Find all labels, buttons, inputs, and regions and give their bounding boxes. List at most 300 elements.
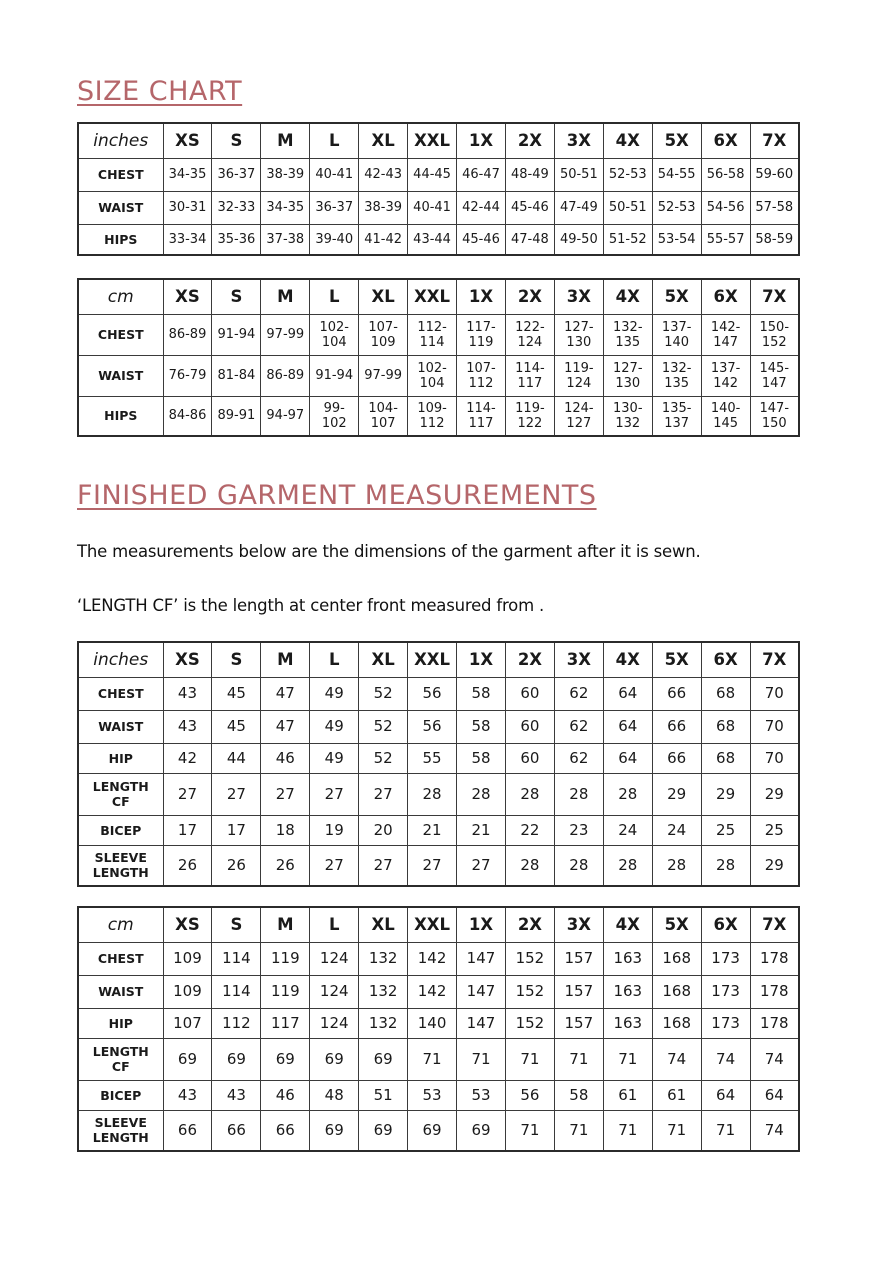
cell-value: 109 <box>163 942 212 975</box>
table-row <box>78 1110 799 1151</box>
table-row <box>78 1008 799 1038</box>
cell-value: 168 <box>652 1008 701 1038</box>
cell-value: 69 <box>212 1038 261 1080</box>
cell-value: 52 <box>359 677 408 710</box>
cell-value: 51-52 <box>603 224 652 255</box>
cell-value: 36-37 <box>310 191 359 224</box>
size-header-7x: 7X <box>750 907 799 942</box>
cell-value: 69 <box>261 1038 310 1080</box>
cell-value: 178 <box>750 975 799 1008</box>
cell-value: 48 <box>310 1080 359 1110</box>
cell-value: 152 <box>505 1008 554 1038</box>
cell-value: 147 <box>457 975 506 1008</box>
size-header-xxl: XXL <box>408 279 457 314</box>
cell-value: 64 <box>603 677 652 710</box>
cell-value: 71 <box>554 1038 603 1080</box>
table-row <box>78 314 799 355</box>
size-header-1x: 1X <box>457 123 506 158</box>
cell-value: 84-86 <box>163 396 212 436</box>
finished-garment-title: FINISHED GARMENT MEASUREMENTS <box>77 480 597 511</box>
size-header-l: L <box>310 642 359 677</box>
cell-value: 178 <box>750 942 799 975</box>
cell-value: 69 <box>163 1038 212 1080</box>
cell-value: 124 <box>310 1008 359 1038</box>
cell-value: 178 <box>750 1008 799 1038</box>
cell-value: 28 <box>505 773 554 815</box>
table-row <box>78 224 799 255</box>
cell-value: 59-60 <box>750 158 799 191</box>
cell-value: 55-57 <box>701 224 750 255</box>
cell-value: 71 <box>505 1110 554 1151</box>
cell-value: 122- 124 <box>505 314 554 355</box>
cell-value: 27 <box>408 845 457 886</box>
cell-value: 50-51 <box>554 158 603 191</box>
cell-value: 94-97 <box>261 396 310 436</box>
cell-value: 45 <box>212 710 261 743</box>
size-chart-cm-table <box>77 278 800 437</box>
cell-value: 69 <box>359 1110 408 1151</box>
size-header-2x: 2X <box>505 279 554 314</box>
cell-value: 64 <box>603 710 652 743</box>
cell-value: 91-94 <box>212 314 261 355</box>
table-row <box>78 355 799 396</box>
size-header-xs: XS <box>163 279 212 314</box>
cell-value: 17 <box>163 815 212 845</box>
cell-value: 50-51 <box>603 191 652 224</box>
row-label: HIP <box>78 743 163 773</box>
size-header-xl: XL <box>359 279 408 314</box>
cell-value: 40-41 <box>310 158 359 191</box>
cell-value: 44-45 <box>408 158 457 191</box>
cell-value: 20 <box>359 815 408 845</box>
cell-value: 140- 145 <box>701 396 750 436</box>
cell-value: 29 <box>750 845 799 886</box>
cell-value: 55 <box>408 743 457 773</box>
row-label: WAIST <box>78 355 163 396</box>
cell-value: 46 <box>261 743 310 773</box>
cell-value: 49-50 <box>554 224 603 255</box>
cell-value: 107- 109 <box>359 314 408 355</box>
row-label <box>78 773 163 815</box>
cell-value: 70 <box>750 677 799 710</box>
table-row <box>78 1038 799 1080</box>
size-header-3x: 3X <box>554 907 603 942</box>
row-label-line: LENGTH <box>92 865 149 881</box>
cell-value: 66 <box>652 677 701 710</box>
cell-value: 66 <box>163 1110 212 1151</box>
cell-value: 114 <box>212 942 261 975</box>
row-label: HIPS <box>78 396 163 436</box>
cell-value: 147 <box>457 1008 506 1038</box>
table-row <box>78 942 799 975</box>
size-header-1x: 1X <box>457 642 506 677</box>
size-header-s: S <box>212 123 261 158</box>
row-label: CHEST <box>78 677 163 710</box>
size-header-5x: 5X <box>652 279 701 314</box>
row-label-line: CF <box>111 794 130 809</box>
cell-value: 140 <box>408 1008 457 1038</box>
cell-value: 35-36 <box>212 224 261 255</box>
cell-value: 71 <box>701 1110 750 1151</box>
cell-value: 114 <box>212 975 261 1008</box>
cell-value: 49 <box>310 677 359 710</box>
cell-value: 71 <box>554 1110 603 1151</box>
size-chart-inches-table <box>77 122 800 256</box>
cell-value: 43 <box>212 1080 261 1110</box>
cell-value: 76-79 <box>163 355 212 396</box>
cell-value: 58-59 <box>750 224 799 255</box>
cell-value: 39-40 <box>310 224 359 255</box>
cell-value: 69 <box>310 1110 359 1151</box>
cell-value: 114- 117 <box>505 355 554 396</box>
cell-value: 71 <box>652 1110 701 1151</box>
size-header-4x: 4X <box>603 642 652 677</box>
cell-value: 135- 137 <box>652 396 701 436</box>
cell-value: 56-58 <box>701 158 750 191</box>
cell-value: 64 <box>701 1080 750 1110</box>
cell-value: 43 <box>163 677 212 710</box>
cell-value: 25 <box>750 815 799 845</box>
cell-value: 68 <box>701 677 750 710</box>
cell-value: 27 <box>261 773 310 815</box>
cell-value: 49 <box>310 710 359 743</box>
cell-value: 21 <box>408 815 457 845</box>
cell-value: 17 <box>212 815 261 845</box>
size-header-4x: 4X <box>603 907 652 942</box>
cell-value: 34-35 <box>261 191 310 224</box>
size-header-6x: 6X <box>701 123 750 158</box>
cell-value: 57-58 <box>750 191 799 224</box>
cell-value: 28 <box>554 773 603 815</box>
size-header-xs: XS <box>163 642 212 677</box>
cell-value: 52 <box>359 743 408 773</box>
size-header-xl: XL <box>359 123 408 158</box>
cell-value: 69 <box>359 1038 408 1080</box>
cell-value: 168 <box>652 942 701 975</box>
cell-value: 42-44 <box>457 191 506 224</box>
cell-value: 27 <box>359 845 408 886</box>
table-row <box>78 815 799 845</box>
row-label-line: SLEEVE <box>94 1115 147 1131</box>
cell-value: 61 <box>652 1080 701 1110</box>
cell-value: 25 <box>701 815 750 845</box>
cell-value: 43 <box>163 1080 212 1110</box>
size-header-xxl: XXL <box>408 907 457 942</box>
cell-value: 163 <box>603 942 652 975</box>
cell-value: 41-42 <box>359 224 408 255</box>
cell-value: 19 <box>310 815 359 845</box>
cell-value: 40-41 <box>408 191 457 224</box>
cell-value: 119- 122 <box>505 396 554 436</box>
row-label-line: LENGTH <box>92 1130 149 1146</box>
size-header-2x: 2X <box>505 642 554 677</box>
cell-value: 53 <box>408 1080 457 1110</box>
cell-value: 74 <box>701 1038 750 1080</box>
cell-value: 66 <box>652 743 701 773</box>
cell-value: 74 <box>750 1038 799 1080</box>
table-row <box>78 396 799 436</box>
size-header-3x: 3X <box>554 279 603 314</box>
cell-value: 46 <box>261 1080 310 1110</box>
size-header-s: S <box>212 907 261 942</box>
cell-value: 99- 102 <box>310 396 359 436</box>
cell-value: 66 <box>261 1110 310 1151</box>
cell-value: 54-56 <box>701 191 750 224</box>
cell-value: 22 <box>505 815 554 845</box>
cell-value: 68 <box>701 710 750 743</box>
size-header-4x: 4X <box>603 279 652 314</box>
cell-value: 58 <box>457 710 506 743</box>
cell-value: 62 <box>554 677 603 710</box>
cell-value: 58 <box>457 677 506 710</box>
size-header-1x: 1X <box>457 279 506 314</box>
cell-value: 127- 130 <box>603 355 652 396</box>
cell-value: 26 <box>163 845 212 886</box>
row-label: WAIST <box>78 975 163 1008</box>
size-header-3x: 3X <box>554 642 603 677</box>
cell-value: 60 <box>505 677 554 710</box>
cell-value: 61 <box>603 1080 652 1110</box>
size-header-3x: 3X <box>554 123 603 158</box>
cell-value: 124- 127 <box>554 396 603 436</box>
cell-value: 173 <box>701 975 750 1008</box>
cell-value: 147- 150 <box>750 396 799 436</box>
cell-value: 56 <box>505 1080 554 1110</box>
cell-value: 132 <box>359 975 408 1008</box>
cell-value: 132 <box>359 1008 408 1038</box>
table-row <box>78 743 799 773</box>
cell-value: 64 <box>603 743 652 773</box>
cell-value: 48-49 <box>505 158 554 191</box>
row-label-line: CF <box>111 1059 130 1074</box>
cell-value: 68 <box>701 743 750 773</box>
cell-value: 74 <box>750 1110 799 1151</box>
cell-value: 34-35 <box>163 158 212 191</box>
cell-value: 70 <box>750 710 799 743</box>
cell-value: 28 <box>554 845 603 886</box>
size-header-2x: 2X <box>505 123 554 158</box>
cell-value: 37-38 <box>261 224 310 255</box>
cell-value: 27 <box>359 773 408 815</box>
cell-value: 53-54 <box>652 224 701 255</box>
cell-value: 47 <box>261 710 310 743</box>
cell-value: 27 <box>212 773 261 815</box>
size-header-xl: XL <box>359 642 408 677</box>
unit-label: inches <box>78 123 163 158</box>
cell-value: 28 <box>701 845 750 886</box>
cell-value: 43-44 <box>408 224 457 255</box>
cell-value: 24 <box>603 815 652 845</box>
cell-value: 152 <box>505 942 554 975</box>
unit-label: cm <box>78 279 163 314</box>
size-header-7x: 7X <box>750 642 799 677</box>
cell-value: 26 <box>261 845 310 886</box>
cell-value: 28 <box>408 773 457 815</box>
cell-value: 33-34 <box>163 224 212 255</box>
row-label: CHEST <box>78 158 163 191</box>
cell-value: 97-99 <box>261 314 310 355</box>
cell-value: 51 <box>359 1080 408 1110</box>
cell-value: 58 <box>457 743 506 773</box>
cell-value: 53 <box>457 1080 506 1110</box>
header-row <box>78 907 799 942</box>
cell-value: 147 <box>457 942 506 975</box>
row-label: CHEST <box>78 942 163 975</box>
size-header-l: L <box>310 907 359 942</box>
header-row <box>78 279 799 314</box>
table-row <box>78 158 799 191</box>
cell-value: 27 <box>310 845 359 886</box>
cell-value: 27 <box>310 773 359 815</box>
cell-value: 130- 132 <box>603 396 652 436</box>
cell-value: 102- 104 <box>408 355 457 396</box>
cell-value: 60 <box>505 710 554 743</box>
cell-value: 150- 152 <box>750 314 799 355</box>
cell-value: 81-84 <box>212 355 261 396</box>
size-header-5x: 5X <box>652 123 701 158</box>
header-row <box>78 123 799 158</box>
cell-value: 52 <box>359 710 408 743</box>
cell-value: 97-99 <box>359 355 408 396</box>
size-header-5x: 5X <box>652 642 701 677</box>
cell-value: 157 <box>554 975 603 1008</box>
cell-value: 163 <box>603 975 652 1008</box>
cell-value: 86-89 <box>261 355 310 396</box>
cell-value: 86-89 <box>163 314 212 355</box>
table-row <box>78 845 799 886</box>
size-header-m: M <box>261 642 310 677</box>
cell-value: 124 <box>310 975 359 1008</box>
length-cf-note: ‘LENGTH CF’ is the length at center front measured from . <box>77 596 545 615</box>
row-label: BICEP <box>78 1080 163 1110</box>
cell-value: 109 <box>163 975 212 1008</box>
table-row <box>78 710 799 743</box>
cell-value: 157 <box>554 942 603 975</box>
cell-value: 28 <box>505 845 554 886</box>
cell-value: 152 <box>505 975 554 1008</box>
cell-value: 91-94 <box>310 355 359 396</box>
cell-value: 66 <box>652 710 701 743</box>
cell-value: 27 <box>163 773 212 815</box>
size-header-2x: 2X <box>505 907 554 942</box>
cell-value: 168 <box>652 975 701 1008</box>
size-header-xxl: XXL <box>408 642 457 677</box>
table-row <box>78 1080 799 1110</box>
cell-value: 142- 147 <box>701 314 750 355</box>
cell-value: 52-53 <box>652 191 701 224</box>
size-header-l: L <box>310 279 359 314</box>
table-row <box>78 773 799 815</box>
cell-value: 117- 119 <box>457 314 506 355</box>
cell-value: 102- 104 <box>310 314 359 355</box>
cell-value: 28 <box>603 773 652 815</box>
cell-value: 62 <box>554 743 603 773</box>
table-row <box>78 191 799 224</box>
cell-value: 137- 142 <box>701 355 750 396</box>
cell-value: 163 <box>603 1008 652 1038</box>
row-label: BICEP <box>78 815 163 845</box>
cell-value: 43 <box>163 710 212 743</box>
cell-value: 23 <box>554 815 603 845</box>
row-label: HIP <box>78 1008 163 1038</box>
cell-value: 132- 135 <box>652 355 701 396</box>
table-row <box>78 975 799 1008</box>
cell-value: 107 <box>163 1008 212 1038</box>
row-label: CHEST <box>78 314 163 355</box>
finished-garment-cm-table <box>77 906 800 1152</box>
row-label: WAIST <box>78 191 163 224</box>
cell-value: 127- 130 <box>554 314 603 355</box>
cell-value: 24 <box>652 815 701 845</box>
cell-value: 29 <box>652 773 701 815</box>
size-header-m: M <box>261 123 310 158</box>
cell-value: 49 <box>310 743 359 773</box>
cell-value: 58 <box>554 1080 603 1110</box>
size-header-xl: XL <box>359 907 408 942</box>
cell-value: 27 <box>457 845 506 886</box>
cell-value: 56 <box>408 710 457 743</box>
cell-value: 18 <box>261 815 310 845</box>
size-header-m: M <box>261 279 310 314</box>
cell-value: 69 <box>310 1038 359 1080</box>
size-header-6x: 6X <box>701 279 750 314</box>
cell-value: 112- 114 <box>408 314 457 355</box>
cell-value: 69 <box>408 1110 457 1151</box>
size-header-s: S <box>212 642 261 677</box>
cell-value: 70 <box>750 743 799 773</box>
cell-value: 60 <box>505 743 554 773</box>
cell-value: 47-48 <box>505 224 554 255</box>
size-header-1x: 1X <box>457 907 506 942</box>
cell-value: 109- 112 <box>408 396 457 436</box>
cell-value: 64 <box>750 1080 799 1110</box>
row-label-line: LENGTH <box>92 779 149 794</box>
table-row <box>78 677 799 710</box>
cell-value: 173 <box>701 1008 750 1038</box>
cell-value: 69 <box>457 1110 506 1151</box>
cell-value: 26 <box>212 845 261 886</box>
size-header-m: M <box>261 907 310 942</box>
cell-value: 45 <box>212 677 261 710</box>
cell-value: 38-39 <box>261 158 310 191</box>
cell-value: 42-43 <box>359 158 408 191</box>
size-header-l: L <box>310 123 359 158</box>
cell-value: 28 <box>457 773 506 815</box>
size-header-xxl: XXL <box>408 123 457 158</box>
header-row <box>78 642 799 677</box>
cell-value: 46-47 <box>457 158 506 191</box>
size-header-4x: 4X <box>603 123 652 158</box>
cell-value: 52-53 <box>603 158 652 191</box>
cell-value: 142 <box>408 975 457 1008</box>
cell-value: 36-37 <box>212 158 261 191</box>
cell-value: 71 <box>603 1110 652 1151</box>
row-label-line: LENGTH <box>92 1044 149 1059</box>
cell-value: 30-31 <box>163 191 212 224</box>
cell-value: 32-33 <box>212 191 261 224</box>
size-header-7x: 7X <box>750 279 799 314</box>
size-header-xs: XS <box>163 907 212 942</box>
size-header-5x: 5X <box>652 907 701 942</box>
cell-value: 173 <box>701 942 750 975</box>
cell-value: 45-46 <box>457 224 506 255</box>
size-header-6x: 6X <box>701 642 750 677</box>
cell-value: 29 <box>750 773 799 815</box>
row-label <box>78 1110 163 1151</box>
size-header-6x: 6X <box>701 907 750 942</box>
cell-value: 114- 117 <box>457 396 506 436</box>
cell-value: 47 <box>261 677 310 710</box>
